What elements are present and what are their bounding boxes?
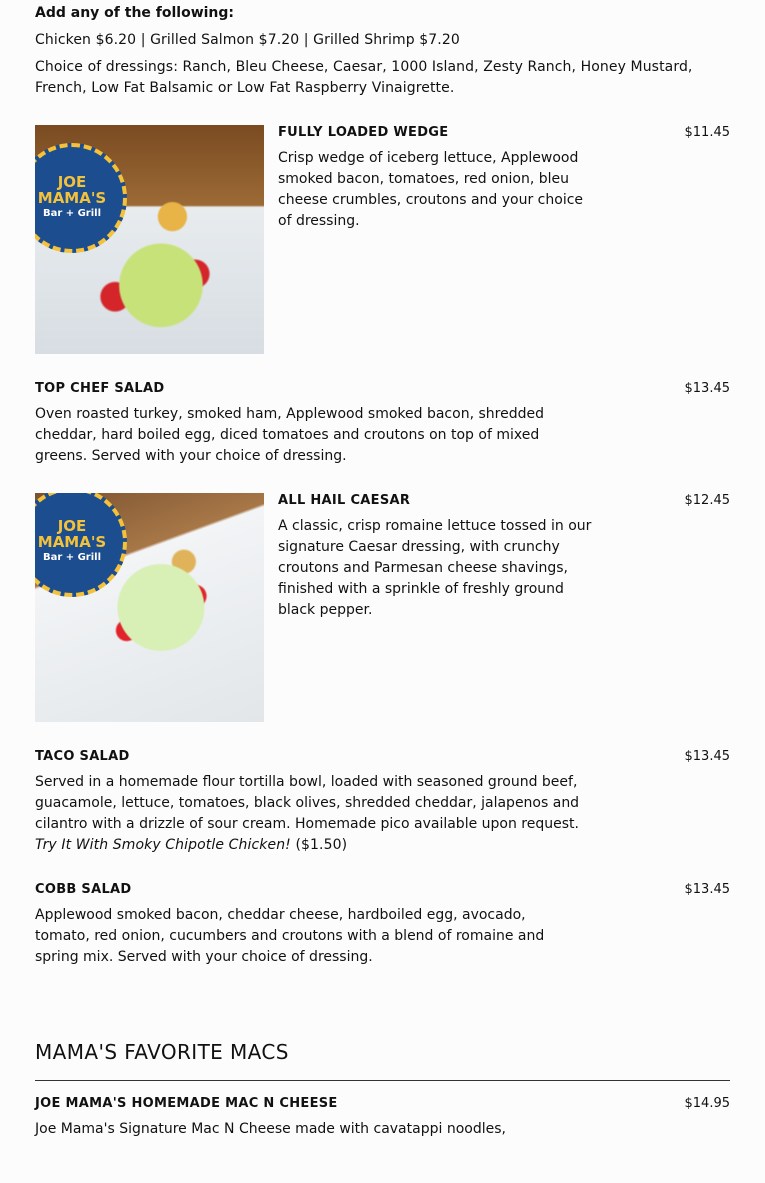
item-description: Joe Mama's Signature Mac N Cheese made with cavatappi noodles, (35, 1121, 506, 1137)
menu-item-homemade-mac-n-cheese (35, 1096, 730, 1140)
item-price: $11.45 (684, 125, 730, 140)
wedge-salad-photo (35, 125, 264, 354)
item-name: TACO SALAD (35, 749, 130, 764)
joe-mamas-logo-badge: JOE MAMA'S Bar + Grill (35, 493, 127, 597)
item-description: Crisp wedge of iceberg lettuce, Applewood smoked bacon, tomatoes, red onion, bleu cheese crumbles, croutons and your choice of dressing. (278, 150, 584, 229)
menu-item-top-chef-salad (35, 381, 730, 467)
item-price: $13.45 (684, 749, 730, 764)
item-name: FULLY LOADED WEDGE (278, 125, 449, 140)
item-name: TOP CHEF SALAD (35, 381, 165, 396)
dressings-line-2: French, Low Fat Balsamic or Low Fat Raspberry Vinaigrette. (35, 80, 455, 96)
item-price: $12.45 (684, 493, 730, 508)
dressings-line-1: Choice of dressings: Ranch, Bleu Cheese, Caesar, 1000 Island, Zesty Ranch, Honey Mustard, (35, 59, 693, 75)
item-description: Served in a homemade flour tortilla bowl, loaded with seasoned ground beef, guacamole, lettuce, tomatoes, black olives, shredded cheddar, jalapenos and cilantro with a drizzle of sour cream. Homemade pico available upon request. (35, 774, 580, 832)
caesar-salad-photo (35, 493, 264, 722)
item-name: COBB SALAD (35, 882, 132, 897)
item-name: JOE MAMA'S HOMEMADE MAC N CHEESE (35, 1096, 338, 1111)
menu-page (35, 0, 730, 1140)
menu-item-cobb-salad (35, 882, 730, 968)
item-name: ALL HAIL CAESAR (278, 493, 411, 508)
item-upsell-note (35, 835, 730, 856)
item-description: A classic, crisp romaine lettuce tossed in our signature Caesar dressing, with crunchy croutons and Parmesan cheese shavings, finished with a sprinkle of freshly ground black pepper. (278, 518, 592, 618)
addons-prices: Chicken $6.20 | Grilled Salmon $7.20 | Grilled Shrimp $7.20 (35, 32, 460, 48)
menu-item-taco-salad (35, 749, 730, 856)
joe-mamas-logo-badge: JOE MAMA'S Bar + Grill (35, 143, 127, 253)
addons-title: Add any of the following: (35, 5, 235, 21)
item-price: $14.95 (684, 1096, 730, 1111)
item-price: $13.45 (684, 882, 730, 897)
section-header (35, 1040, 730, 1081)
item-price: $13.45 (684, 381, 730, 396)
upsell-price: ($1.50) (290, 837, 348, 853)
item-description: Applewood smoked bacon, cheddar cheese, hardboiled egg, avocado, tomato, red onion, cucumbers and croutons with a blend of romaine and spring mix. Served with your choice of dressing. (35, 907, 545, 965)
section-title: MAMA'S FAVORITE MACS (35, 1040, 289, 1064)
upsell-text: Try It With Smoky Chipotle Chicken! (35, 837, 291, 853)
menu-item-fully-loaded-wedge (35, 125, 730, 354)
menu-item-all-hail-caesar (35, 493, 730, 722)
item-description: Oven roasted turkey, smoked ham, Applewood smoked bacon, shredded cheddar, hard boiled egg, diced tomatoes and croutons on top of mixed greens. Served with your choice of dressing. (35, 406, 544, 464)
section-divider (35, 1080, 730, 1081)
